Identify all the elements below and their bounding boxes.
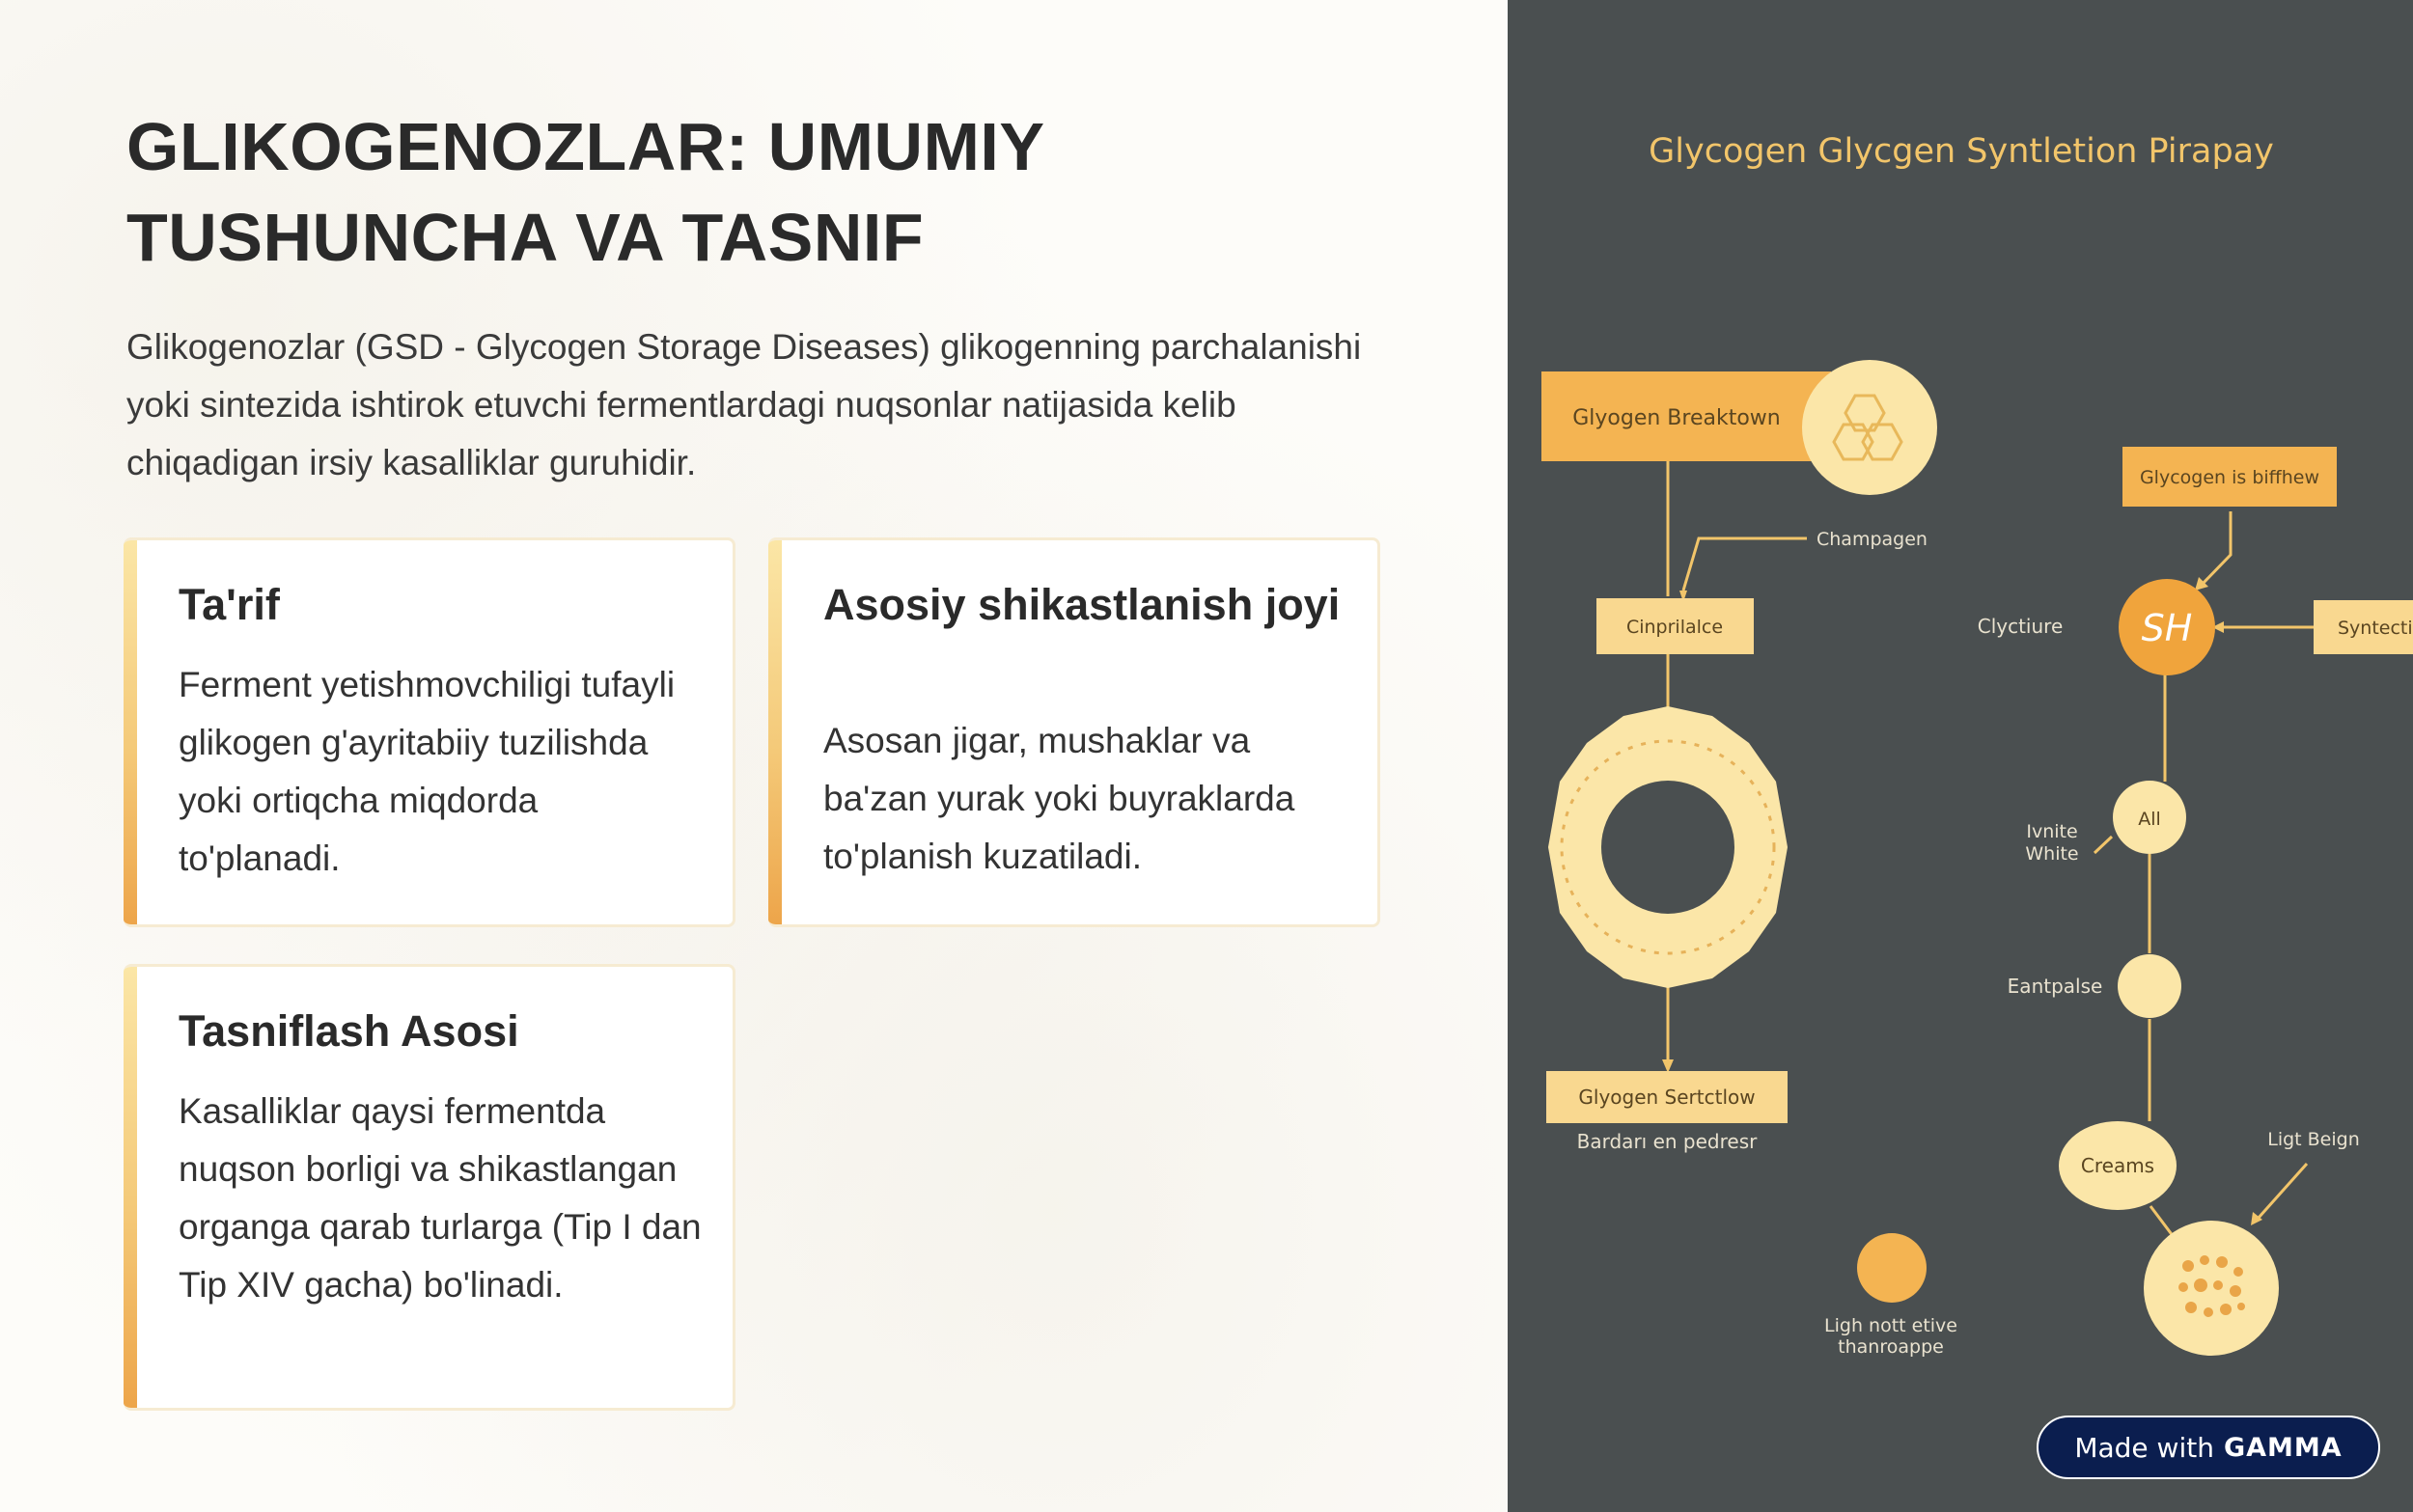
cinprilalce-label: Cinprilalce: [1625, 617, 1724, 638]
card-body: Asosan jigar, mushaklar va ba'zan yurak yoki buyraklarda to'planish kuzatiladi.: [823, 721, 1295, 876]
cluster-circle: [2144, 1221, 2279, 1356]
syntecti-label: Syntecti: [2338, 618, 2413, 639]
card-main-site: [768, 537, 1380, 927]
card-body: Kasalliklar qaysi fermentda nuqson borligi va shikastlangan organga qarab turlarga (Tip I dan Tip XIV gacha) bo'linadi.: [179, 1091, 702, 1305]
bardan-label: Bardarı en pedresr: [1576, 1130, 1758, 1153]
champagen-label: Champagen: [1817, 529, 1928, 550]
light-beign-label: Ligt Beign: [2267, 1129, 2360, 1150]
all-label: All: [2138, 809, 2161, 830]
eantpalse-circle: [2118, 954, 2181, 1018]
card-title: Ta'rif: [179, 580, 280, 629]
ring-shape: [1548, 706, 1788, 988]
sh-label: SH: [2141, 607, 2193, 649]
page-title: GLIKOGENOZLAR: UMUMIY TUSHUNCHA VA TASNIF: [126, 109, 1044, 275]
card-title: Tasniflash Asosi: [179, 1006, 519, 1056]
breakdown-label: Glyogen Breaktown: [1572, 406, 1781, 430]
diagram-image-panel: [1508, 0, 2413, 1512]
card-body: Ferment yetishmovchiligi tufayli glikogen g'ayritabiiy tuzilishda yoki ortiqcha miqdorda to'planadi.: [179, 665, 676, 878]
ivnite-label: Ivnite: [2026, 821, 2078, 842]
card-classification: [124, 964, 735, 1411]
white-label: White: [2025, 843, 2079, 865]
made-with-gamma-badge[interactable]: [2037, 1416, 2380, 1479]
ligh-nott-label: Ligh nott etive: [1824, 1315, 1957, 1336]
intro-paragraph: Glikogenozlar (GSD - Glycogen Storage Diseases) glikogenning parchalanishi yoki sintezida ishtirok etuvchi fermentlardagi nuqsonlar natijasida kelib chiqadigan irsiy kasalliklar guruhidir.: [126, 327, 1362, 482]
gamma-logo: GAMMA: [2223, 1432, 2343, 1463]
thanroappe-label: thanroappe: [1838, 1336, 1944, 1358]
card-title: Asosiy shikastlanish joyi: [823, 580, 1341, 629]
biffhew-label: Glycogen is biffhew: [2139, 467, 2320, 488]
badge-prefix: Made with: [2074, 1431, 2214, 1464]
eantpalse-label: Eantpalse: [2007, 975, 2103, 998]
small-orange-circle: [1857, 1233, 1927, 1303]
sertctlow-label: Glyogen Sertctlow: [1578, 1086, 1756, 1109]
clyctiure-label: Clyctiure: [1977, 615, 2064, 638]
creams-label: Creams: [2080, 1154, 2155, 1177]
diagram-title: Glycogen Glycgen Syntletion Pirapay: [1649, 132, 2274, 171]
right-arrowheads: [2195, 577, 2262, 1225]
card-definition: [124, 537, 735, 927]
glycogen-pathway-diagram: [1508, 0, 2413, 1512]
